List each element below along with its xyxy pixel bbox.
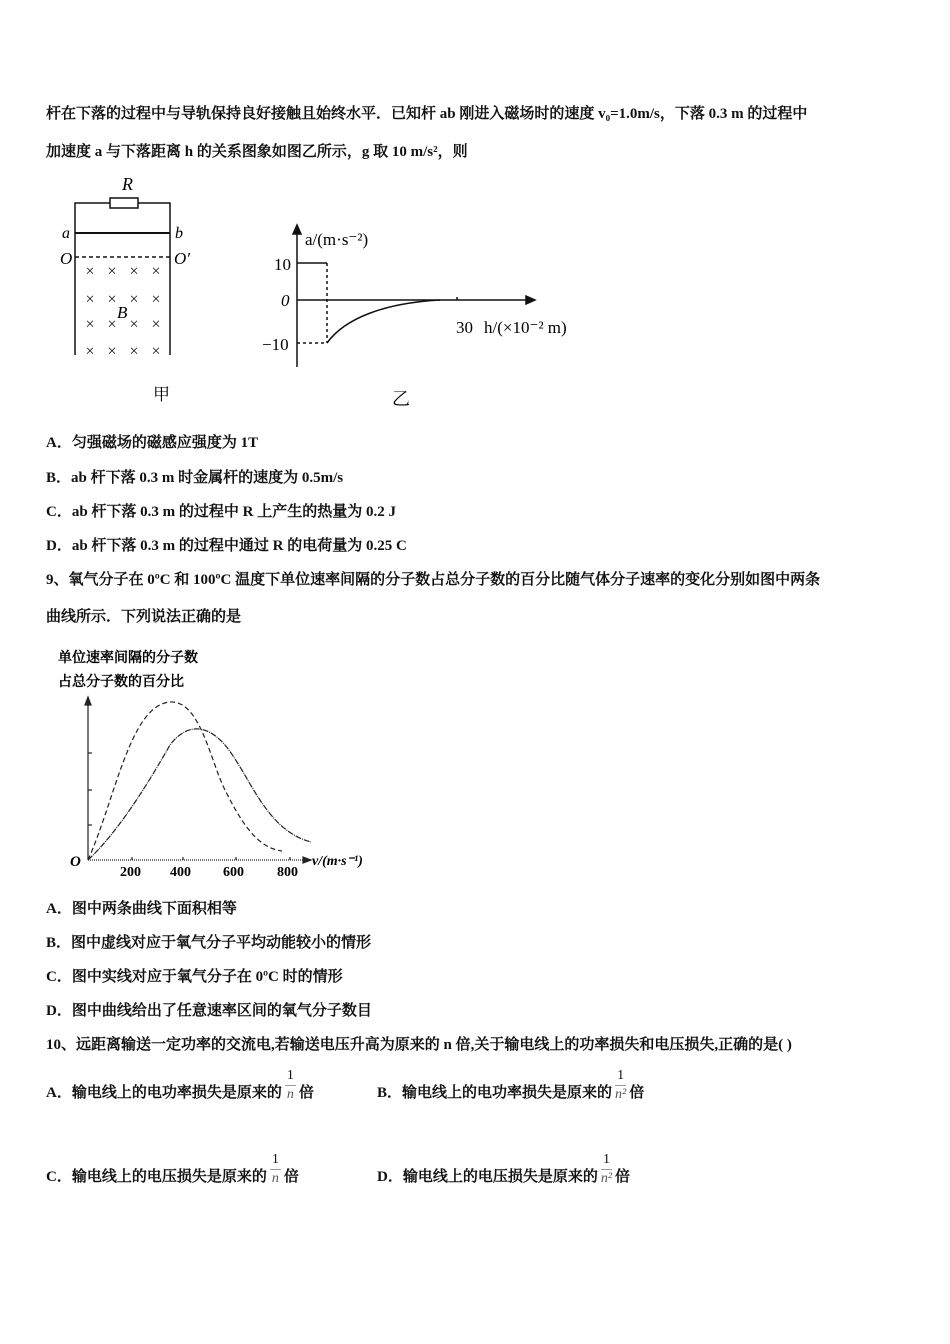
q9-solid-curve-100C <box>88 729 311 860</box>
yi-tick-10: 10 <box>274 255 291 274</box>
q9-dashed-curve-0C <box>88 702 282 860</box>
option-suffix: 倍 <box>283 1168 299 1185</box>
q10-option-b <box>377 1068 645 1112</box>
q9-xtick-400: 400 <box>170 865 191 880</box>
option-suffix: 倍 <box>298 1084 314 1101</box>
option-text: A．输电线上的电功率损失是原来的 <box>46 1084 282 1101</box>
denominator: n <box>286 1087 294 1102</box>
q9-stem-line1: 9、氧气分子在 0ºC 和 100ºC 温度下单位速率间隔的分子数占总分子数的百分比随气体分子速率的变化分别如图中两条 <box>46 572 821 588</box>
label-O: O <box>60 249 73 268</box>
numerator: 1 <box>615 1067 626 1086</box>
q9-xtick-800: 800 <box>277 865 298 880</box>
q9-option-a: A．图中两条曲线下面积相等 <box>46 901 237 917</box>
q8-stem-line2: 加速度 a 与下落距离 h 的关系图象如图乙所示，g 取 10 m/s²，则 <box>46 144 468 160</box>
numerator: 1 <box>601 1151 612 1170</box>
q10-option-c <box>46 1152 299 1196</box>
label-O-prime: O′ <box>174 249 190 268</box>
q10-stem: 10、远距离输送一定功率的交流电,若输送电压升高为原来的 n 倍,关于输电线上的功率损失和电压损失,正确的是( ) <box>46 1037 792 1053</box>
q9-xlabel: v/(m·s⁻¹) <box>312 854 363 869</box>
q9-option-b: B．图中虚线对应于氧气分子平均动能较小的情形 <box>46 935 372 951</box>
q9-xtick-600: 600 <box>223 865 244 880</box>
svg-text:×: × <box>107 263 117 280</box>
option-suffix: 倍 <box>629 1084 645 1101</box>
svg-text:×: × <box>85 263 95 280</box>
caption-yi: 乙 <box>392 389 410 409</box>
q8-option-d: D．ab 杆下落 0.3 m 的过程中通过 R 的电荷量为 0.25 C <box>46 538 407 554</box>
yi-tick-30: 30 <box>456 318 473 337</box>
svg-text:×: × <box>107 291 117 308</box>
q9-ylabel-line2: 占总分子数的百分比 <box>58 675 184 690</box>
denominator: n² <box>615 1087 627 1102</box>
label-b: b <box>175 225 183 242</box>
label-B: B <box>117 303 128 322</box>
svg-text:×: × <box>129 316 139 333</box>
svg-text:×: × <box>129 343 139 360</box>
q10-option-a <box>46 1068 314 1112</box>
svg-text:×: × <box>85 291 95 308</box>
yi-tick-0: 0 <box>281 291 290 310</box>
svg-text:×: × <box>151 343 161 360</box>
q9-option-c: C．图中实线对应于氧气分子在 0ºC 时的情形 <box>46 969 343 985</box>
option-text: C．输电线上的电压损失是原来的 <box>46 1168 267 1185</box>
svg-text:×: × <box>129 263 139 280</box>
q9-xtick-200: 200 <box>120 865 141 880</box>
label-R: R <box>122 174 133 194</box>
numerator: 1 <box>270 1151 281 1170</box>
svg-text:×: × <box>151 291 161 308</box>
fraction <box>285 1067 296 1104</box>
svg-text:×: × <box>129 291 139 308</box>
caption-jia: 甲 <box>153 385 170 404</box>
label-a: a <box>62 225 70 242</box>
q9-axes <box>85 697 311 863</box>
yi-xlabel: h/(×10⁻² m) <box>484 318 567 337</box>
q8-option-b: B．ab 杆下落 0.3 m 时金属杆的速度为 0.5m/s <box>46 470 344 486</box>
yi-ylabel: a/(m·s⁻²) <box>305 230 369 249</box>
fraction <box>270 1151 281 1188</box>
svg-text:×: × <box>107 316 117 333</box>
q8-stem-line1: 杆在下落的过程中与导轨保持良好接触且始终水平．已知杆 ab 刚进入磁场时的速度 v₀=1.0m/s，下落 0.3 m 的过程中 <box>46 106 808 122</box>
svg-text:×: × <box>151 316 161 333</box>
svg-text:×: × <box>85 343 95 360</box>
q10-option-d <box>377 1152 631 1196</box>
denominator: n² <box>600 1171 613 1186</box>
q8-option-a: A．匀强磁场的磁感应强度为 1T <box>46 435 259 451</box>
yi-tick-neg10: −10 <box>262 335 289 354</box>
q9-ylabel-line1: 单位速率间隔的分子数 <box>58 651 198 666</box>
fraction <box>615 1067 626 1104</box>
numerator: 1 <box>285 1067 296 1086</box>
q9-origin: O <box>70 854 81 870</box>
svg-text:×: × <box>85 316 95 333</box>
option-text: B．输电线上的电功率损失是原来的 <box>377 1084 613 1101</box>
q9-stem-line2: 曲线所示．下列说法正确的是 <box>46 609 242 625</box>
fraction <box>601 1151 612 1188</box>
svg-text:×: × <box>107 343 117 360</box>
q9-option-d: D．图中曲线给出了任意速率区间的氧气分子数目 <box>46 1003 372 1019</box>
denominator: n <box>271 1171 279 1186</box>
svg-text:×: × <box>151 263 161 280</box>
q8-option-c: C．ab 杆下落 0.3 m 的过程中 R 上产生的热量为 0.2 J <box>46 504 397 520</box>
option-text: D．输电线上的电压损失是原来的 <box>377 1168 598 1185</box>
option-suffix: 倍 <box>615 1168 631 1185</box>
